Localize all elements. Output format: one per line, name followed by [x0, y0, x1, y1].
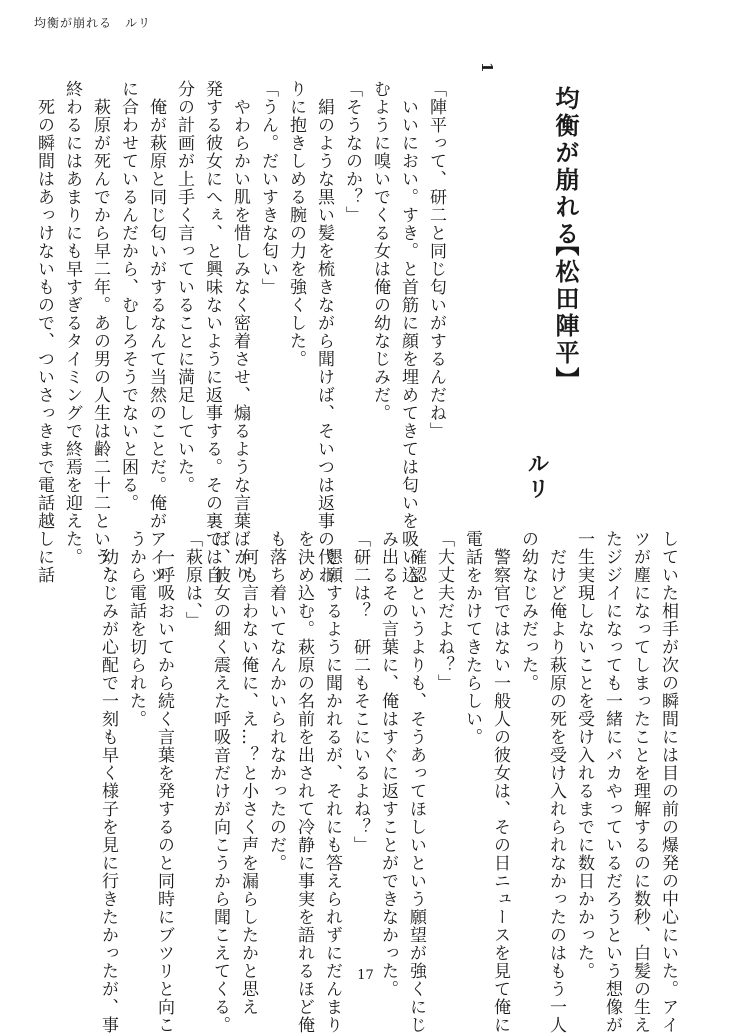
text-line: 萩原が死んでから早二年。あの男の人生は齢二十二という、 — [90, 80, 110, 584]
text-line: 電話をかけてきたらしい。 — [462, 530, 482, 746]
text-line: 「そうなのか？」 — [342, 80, 362, 224]
text-line: 発する彼女にへぇ、と興味ないように返事する。その裏では自 — [202, 80, 222, 584]
text-line: いいにおい。すき。と首筋に顔を埋めてきては匂いを吸い込 — [398, 80, 418, 584]
page-number: 17 — [357, 968, 374, 983]
text-line: 「うん。だいすきな匂い」 — [258, 80, 278, 296]
text-line: 一生実現しないことを受け入れるまでに数日かかった。 — [574, 530, 594, 980]
text-line: 絹のような黒い髪を梳きながら聞けば、そいつは返事の代わ — [314, 80, 334, 584]
text-line: 一呼吸おいてから続く言葉を発するのと同時にブツリと向こ — [154, 530, 174, 1034]
text-line: 警察官ではない一般人の彼女は、その日ニュースを見て俺に — [490, 530, 510, 1034]
text-line: 懇願するように聞かれるが、それにも答えられずにだんまり — [322, 530, 342, 1034]
chapter-number: 1 — [478, 62, 496, 73]
text-line: 「萩原は、」 — [182, 530, 202, 630]
text-line: 幼なじみが心配で一刻も早く様子を見に行きたかったが、事 — [98, 530, 118, 1034]
text-line: 何も言わない俺に、え…？と小さく声を漏らしたかと思え — [238, 530, 258, 1016]
text-line: 確認というよりも、そうあってほしいという願望が強くにじ — [406, 530, 426, 1034]
story-title: 均衡が崩れる — [551, 86, 580, 248]
text-line: たジジイになっても一緒にバカやっているだろうという想像が — [602, 530, 622, 1034]
text-line: 死の瞬間はあっけないもので、ついさっきまで電話越しに話 — [34, 80, 54, 584]
text-line: ば、彼女の細く震えた呼吸音だけが向こうから聞こえてくる。 — [210, 530, 230, 1034]
text-line: も落ち着いてなんかいられなかったのだ。 — [266, 530, 286, 872]
text-line: むように嗅いでくる女は俺の幼なじみだ。 — [370, 80, 390, 422]
text-line: み出るその言葉に、俺はすぐに返すことができなかった。 — [378, 530, 398, 998]
text-line: だけど俺より萩原の死を受け入れられなかったのはもう一人 — [546, 530, 566, 1034]
text-line: りに抱きしめる腕の力を強くした。 — [286, 80, 306, 368]
text-line: の幼なじみだった。 — [518, 530, 538, 692]
text-line: を決め込む。萩原の名前を出されて冷静に事実を語れるほど俺 — [294, 530, 314, 1034]
story-subtitle: 【松田陣平】 — [551, 232, 580, 394]
text-line: 終わるにはあまりにも早すぎるタイミングで終焉を迎えた。 — [62, 80, 82, 566]
text-line: 「大丈夫だよね？」 — [434, 530, 454, 692]
text-line: ツが塵になってしまったことを理解するのに数秒、白髪の生え — [630, 530, 650, 1034]
running-header: 均衡が崩れる ルリ — [34, 16, 152, 30]
text-line: していた相手が次の瞬間には目の前の爆発の中心にいた。アイ — [658, 530, 678, 1034]
text-line: 分の計画が上手く言っていることに満足していた。 — [174, 80, 194, 494]
text-line: やわらかい肌を惜しみなく密着させ、煽るような言葉ばかり — [230, 80, 250, 584]
text-line: うから電話を切られた。 — [126, 530, 146, 728]
text-line: に合わせているんだから、むしろそうでないと困る。 — [118, 80, 138, 512]
text-line: 俺が萩原と同じ匂いがするなんて当然のことだ。俺がアイツ — [146, 80, 166, 584]
text-line: 「陣平って、研二と同じ匂いがするんだね」 — [426, 80, 446, 440]
text-line: 「研二は？ 研二もそこにいるよね？」 — [350, 530, 370, 854]
author-name: ルリ — [524, 452, 550, 502]
